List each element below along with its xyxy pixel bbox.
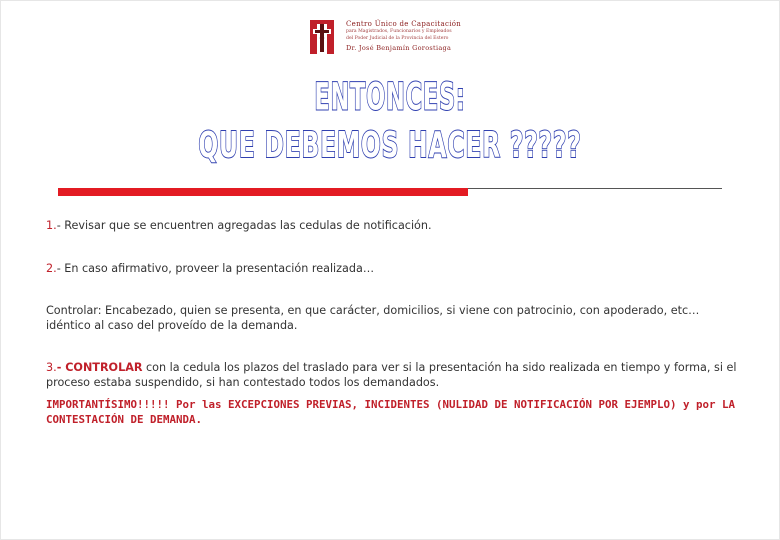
logo-line-3: del Poder Judicial de la Provincia del Estero [346, 35, 449, 41]
item-text: - Revisar que se encuentren agregadas las cedulas de notificación. [56, 219, 432, 232]
item-number: 3. [46, 361, 57, 374]
item-text: con la cedula los plazos del traslado para ver si la presentación ha sido realizada en tiempo y forma, si el proceso estaba suspendido, si han contestado todos los demandados. [46, 361, 737, 389]
list-item [46, 218, 746, 233]
important-note: IMPORTANTÍSIMO!!!!! Por las EXCEPCIONES PREVIAS, INCIDENTES (NULIDAD DE NOTIFICACIÓN POR EJEMPLO) y por LA CONTESTACIÓN DE DEMANDA. [46, 398, 736, 426]
slide-title: ENTONCES: [314, 75, 466, 120]
list-item [46, 360, 746, 390]
item-number: 1. [46, 219, 57, 232]
divider-thin-line [468, 188, 722, 189]
logo-line-2: para Magistrados, Funcionarios y Empleados [346, 29, 452, 34]
logo-line-5: Dr. José Benjamín Gorostiaga [346, 44, 452, 52]
item-text: - En caso afirmativo, proveer la presentación realizada… [56, 262, 375, 275]
logo-line-1: Centro Único de Capacitación [346, 20, 462, 28]
divider-accent-bar [58, 188, 468, 196]
list-item [46, 261, 746, 276]
item-number: 2. [46, 262, 57, 275]
item-emphasis: - CONTROLAR [56, 361, 143, 374]
list-item [46, 303, 746, 333]
crucifix-logo-icon [308, 18, 338, 58]
item-text: Controlar: Encabezado, quien se presenta, en que carácter, domicilios, si viene con patrocinio, con apoderado, etc… idéntico al caso del proveído de la demanda. [46, 304, 700, 332]
slide-subtitle: QUE DEBEMOS HACER ????? [198, 124, 582, 167]
institution-logo [308, 18, 478, 60]
